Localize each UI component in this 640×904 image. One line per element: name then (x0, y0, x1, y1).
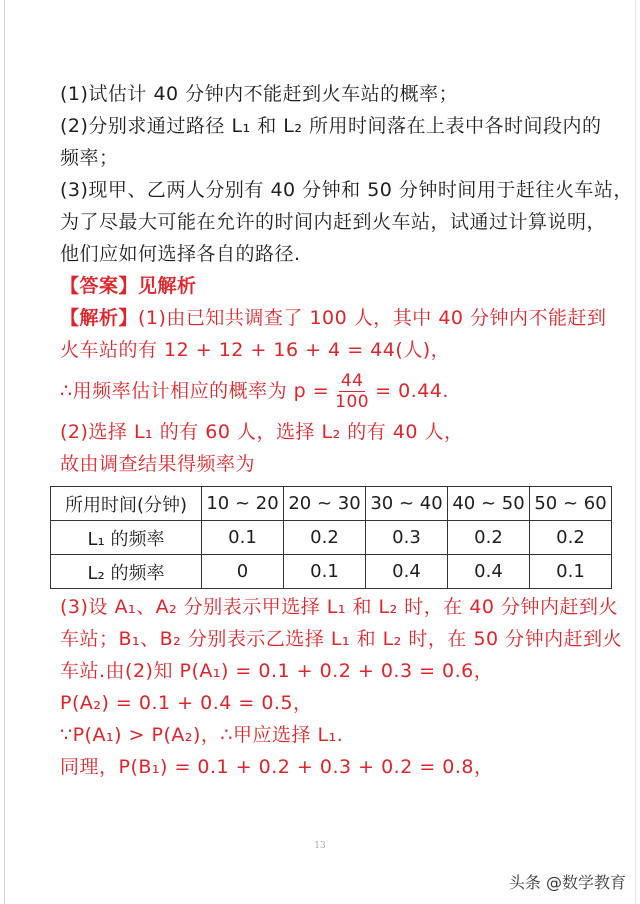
question-1: (1)试估计 40 分钟内不能赶到火车站的概率； (60, 83, 459, 105)
analysis-line-11: 同理，P(B₁) = 0.1 + 0.2 + 0.3 + 0.2 = 0.8， (60, 756, 494, 778)
analysis-line-2: 火车站的有 12 + 12 + 16 + 4 = 44(人)， (60, 339, 451, 361)
analysis-line-4: (2)选择 L₁ 的有 60 人，选择 L₂ 的有 40 人， (60, 421, 464, 443)
table-row-label: L₁ 的频率 (51, 521, 202, 555)
table-cell: 0.2 (530, 521, 612, 555)
analysis-label: 【解析】 (60, 307, 139, 329)
answer-label: 【答案】 (60, 275, 139, 297)
fraction-numerator: 44 (340, 370, 364, 391)
analysis-line-1 (60, 302, 607, 334)
table-cell: 0.1 (202, 521, 284, 555)
table-cell: 0.2 (448, 521, 530, 555)
table-header-cell: 10 ~ 20 (202, 487, 284, 521)
analysis-line-10: ∵P(A₁) > P(A₂)，∴甲应选择 L₁. (60, 724, 344, 746)
answer-text: 见解析 (138, 275, 197, 297)
formula-suffix: = 0.44. (375, 380, 449, 402)
analysis-line-6: (3)设 A₁、A₂ 分别表示甲选择 L₁ 和 L₂ 时，在 40 分钟内赶到火 (60, 596, 619, 618)
analysis-line-9: P(A₂) = 0.1 + 0.4 = 0.5， (60, 692, 313, 714)
table-header-cell: 所用时间(分钟) (51, 487, 202, 521)
page-number: 13 (314, 841, 326, 851)
table-cell: 0.1 (530, 555, 612, 589)
table-row-label: L₂ 的频率 (51, 555, 202, 589)
table-header-cell: 20 ~ 30 (284, 487, 366, 521)
question-3-line-2: 为了尽最大可能在允许的时间内赶到火车站，试通过计算说明， (60, 211, 607, 233)
table-header-cell: 50 ~ 60 (530, 487, 612, 521)
page-border-left (4, 0, 5, 904)
table-row (51, 555, 612, 589)
question-2-line-2: 频率； (60, 147, 119, 169)
table-cell: 0 (202, 555, 284, 589)
page-border-right (635, 0, 636, 904)
fraction (333, 371, 371, 412)
analysis-line-5: 故由调查结果得频率为 (60, 453, 256, 475)
source-watermark: 头条 @数学教育 (508, 873, 626, 892)
table-row (51, 521, 612, 555)
analysis-line-7: 车站；B₁、B₂ 分别表示乙选择 L₁ 和 L₂ 时，在 50 分钟内赶到火 (60, 628, 623, 650)
question-3-line-3: 他们应如何选择各自的路径. (60, 243, 301, 265)
table-header-cell: 30 ~ 40 (366, 487, 448, 521)
table-cell: 0.3 (366, 521, 448, 555)
table-cell: 0.4 (366, 555, 448, 589)
probability-formula (60, 366, 600, 416)
analysis-text-1: (1)由已知共调查了 100 人，其中 40 分钟内不能赶到 (138, 307, 607, 329)
formula-prefix: ∴用频率估计相应的概率为 p = (60, 380, 330, 402)
table-header-cell: 40 ~ 50 (448, 487, 530, 521)
fraction-denominator: 100 (335, 391, 370, 412)
document-body (60, 78, 633, 783)
analysis-line-8: 车站.由(2)知 P(A₁) = 0.1 + 0.2 + 0.3 = 0.6， (60, 660, 494, 682)
table-cell: 0.4 (448, 555, 530, 589)
table-header-row (51, 487, 612, 521)
table-cell: 0.1 (284, 555, 366, 589)
answer-line (60, 270, 600, 302)
question-3-line-1: (3)现甲、乙两人分别有 40 分钟和 50 分钟时间用于赶往火车站， (60, 179, 633, 201)
table-cell: 0.2 (284, 521, 366, 555)
question-2-line-1: (2)分别求通过路径 L₁ 和 L₂ 所用时间落在上表中各时间段内的 (60, 115, 602, 137)
frequency-table (50, 486, 612, 589)
